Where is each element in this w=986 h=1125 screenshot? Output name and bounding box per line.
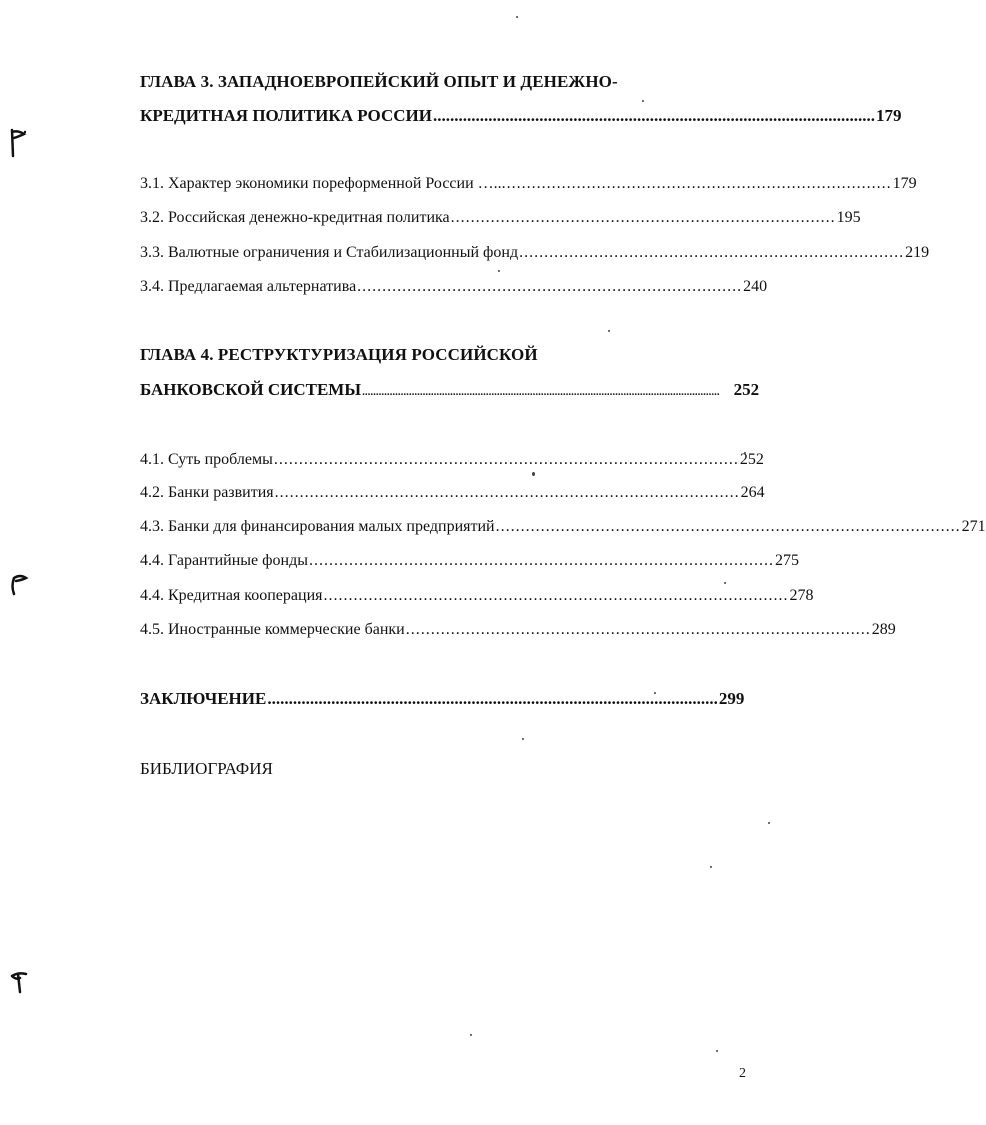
toc-entry-page: 289 [871, 621, 896, 638]
toc-entry-4-5[interactable] [140, 587, 814, 605]
leader-dots: ............................................................................................. [405, 621, 871, 638]
conclusion-label: ЗАКЛЮЧЕНИЕ [140, 689, 267, 708]
toc-entry-4-3[interactable] [140, 518, 986, 536]
leader-dots: ............................................................................. [357, 278, 743, 295]
chapter4-title-line2: БАНКОВСКОЙ СИСТЕМЫ [140, 380, 362, 399]
toc-entry-page: 264 [740, 484, 765, 501]
page-number: 2 [739, 1066, 746, 1081]
toc-entry-3-1[interactable] [140, 175, 917, 193]
leader-dots: .................................................................................................................................. [362, 386, 720, 398]
leader-dots: ............................................................................................. [274, 484, 740, 501]
scan-mark-3 [8, 966, 32, 996]
toc-chapter3[interactable] [140, 106, 902, 126]
leader-dots: ............................................................................................. [308, 552, 774, 569]
leader-dots: .......................................................................................................... [267, 689, 718, 708]
chapter4-page: 252 [733, 380, 760, 399]
leader-dots: ............................................................................. [450, 209, 836, 226]
toc-entry-4-6[interactable] [140, 621, 896, 639]
leader-dots: ............................................................................................. [323, 587, 789, 604]
toc-entry-page: 252 [739, 451, 764, 468]
leader-dots: ............................................................................................. [495, 518, 961, 535]
toc-entry-label: 4.4. Кредитная кооперация [140, 587, 323, 604]
leader-dots: ........................................................................................................ [432, 106, 875, 125]
toc-entry-4-4[interactable] [140, 552, 799, 570]
toc-entry-4-2[interactable] [140, 484, 765, 502]
toc-entry-page: 179 [892, 175, 917, 192]
toc-entry-label: 3.2. Российская денежно-кредитная политика [140, 209, 450, 226]
leader-dots: ............................................................................. [506, 175, 892, 192]
toc-entry-page: 271 [961, 518, 986, 535]
conclusion-page: 299 [718, 689, 745, 708]
toc-entry-page: 195 [836, 209, 861, 226]
toc-entry-label: 4.4. Гарантийные фонды [140, 552, 308, 569]
toc-entry-label: 4.3. Банки для финансирования малых предприятий [140, 518, 495, 535]
toc-conclusion[interactable] [140, 689, 745, 709]
toc-entry-label: 4.2. Банки развития [140, 484, 274, 501]
toc-chapter4[interactable] [140, 380, 760, 400]
toc-entry-page: 275 [774, 552, 799, 569]
chapter3-title-line1: ГЛАВА 3. ЗАПАДНОЕВРОПЕЙСКИЙ ОПЫТ И ДЕНЕЖНО- [140, 72, 618, 91]
chapter3-page: 179 [875, 106, 902, 125]
chapter4-title-line1: ГЛАВА 4. РЕСТРУКТУРИЗАЦИЯ РОССИЙСКОЙ [140, 345, 538, 364]
toc-entry-label: 3.3. Валютные ограничения и Стабилизационный фонд [140, 244, 519, 261]
toc-entry-page: 219 [905, 244, 930, 261]
toc-entry-label: 4.5. Иностранные коммерческие банки [140, 621, 405, 638]
scan-mark-2 [8, 568, 32, 598]
scan-mark-1 [8, 126, 30, 160]
toc-entry-label: 3.4. Предлагаемая альтернатива [140, 278, 357, 295]
toc-entry-page: 278 [789, 587, 814, 604]
toc-entry-label: 3.1. Характер экономики пореформенной России …... [140, 175, 506, 192]
leader-dots: ............................................................................................. [273, 451, 739, 468]
chapter3-title-line2: КРЕДИТНАЯ ПОЛИТИКА РОССИИ [140, 106, 432, 125]
toc-entry-label: 4.1. Суть проблемы [140, 451, 273, 468]
toc-entry-4-1[interactable] [140, 451, 764, 469]
toc-entry-3-4[interactable] [140, 278, 768, 296]
toc-entry-page: 240 [743, 278, 768, 295]
leader-dots: ............................................................................. [519, 244, 905, 261]
toc-entry-3-3[interactable] [140, 244, 930, 262]
toc-bibliography[interactable]: БИБЛИОГРАФИЯ [140, 759, 273, 778]
toc-entry-3-2[interactable] [140, 209, 861, 227]
